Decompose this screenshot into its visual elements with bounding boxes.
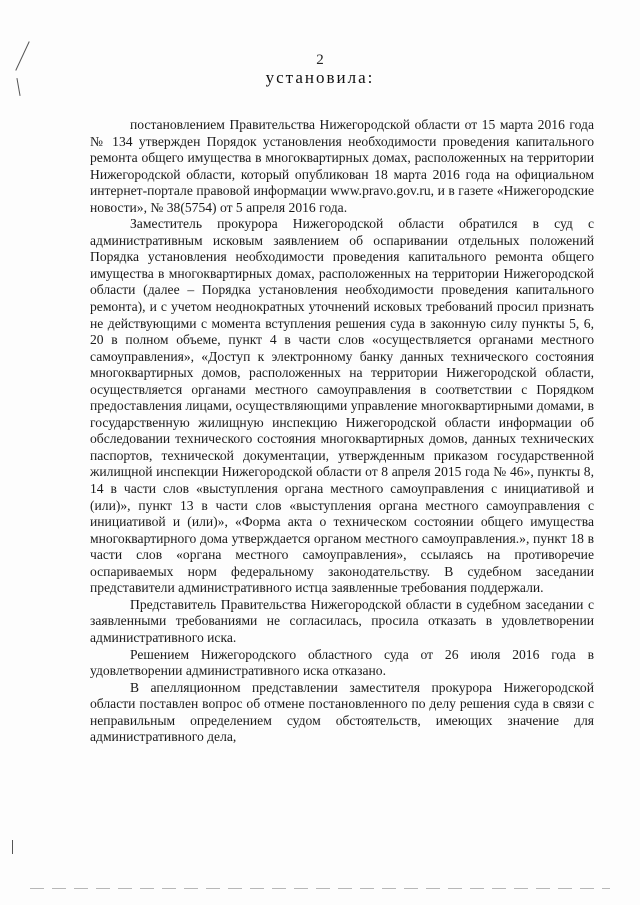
page-bottom-edge: [30, 888, 610, 889]
paragraph: Решением Нижегородского областного суда от 26 июля 2016 года в удовлетворении административного иска отказано.: [90, 646, 594, 679]
paragraph: постановлением Правительства Нижегородской области от 15 марта 2016 года № 134 утвержден Порядок установления необходимости проведения капитального ремонта общего имущества в многоквартирных домах, расположенных на территории Нижегородской области, который опубликован 18 марта 2016 года на официальном интернет-портале правовой информации www.pravo.gov.ru, и в газете «Нижегородские новости», № 38(5754) от 5 апреля 2016 года.: [90, 117, 594, 215]
paragraph: Заместитель прокурора Нижегородской области обратился в суд с административным исковым заявлением об оспаривании отдельных положений Порядка установления необходимости проведения капитального ремонта общего имущества в многоквартирных домах, расположенных на территории Нижегородской области (далее – Порядка установления необходимости проведения капитального ремонта), и с учетом неоднократных уточнений исковых требований просил признать не действующими с момента вступления решения суда в законную силу пункты 5, 6, 20 в полном объеме, пункт 4 в части слов «осуществляется органами местного самоуправления», «Доступ к электронному банку данных технического состояния многоквартирных домов, расположенных на территории Нижегородской области, осуществляется органами местного самоуправления в соответствии с Порядком предоставления лицами, осуществляющими управление многоквартирными домами, в государственную жилищную инспекцию Нижегородской области информации об обследовании технического состояния многоквартирных домов, данных технических паспортов, технической документации, утвержденным приказом государственной жилищной инспекции Нижегородской области от 8 апреля 2015 года № 46», пункты 8, 14 в части слов «выступления органа местного самоуправления с инициативой и (или)», пункт 13 в части слов «выступления органа местного самоуправления с инициативой и (или)», «Форма акта о техническом состоянии общего имущества многоквартирного дома утверждается органом местного самоуправления.», пункт 18 в части слов «органа местного самоуправления», ссылаясь на противоречие оспариваемых норм федеральному законодательству. В судебном заседании представители административного истца заявленные требования поддержали.: [90, 216, 594, 596]
page-number: 2: [316, 52, 324, 68]
paragraph: В апелляционном представлении заместителя прокурора Нижегородской области поставлен вопрос об отмене постановленного по делу решения суда в связи с неправильным определением судом обстоятельств, имеющих значение для административного дела,: [90, 679, 594, 745]
scan-artifact: [12, 840, 13, 854]
section-heading: установила:: [265, 68, 375, 87]
document-body: [90, 117, 594, 746]
paragraph: Представитель Правительства Нижегородской области в судебном заседании с заявленными требованиями не согласилась, просила отказать в удовлетворении административного иска.: [90, 596, 594, 645]
